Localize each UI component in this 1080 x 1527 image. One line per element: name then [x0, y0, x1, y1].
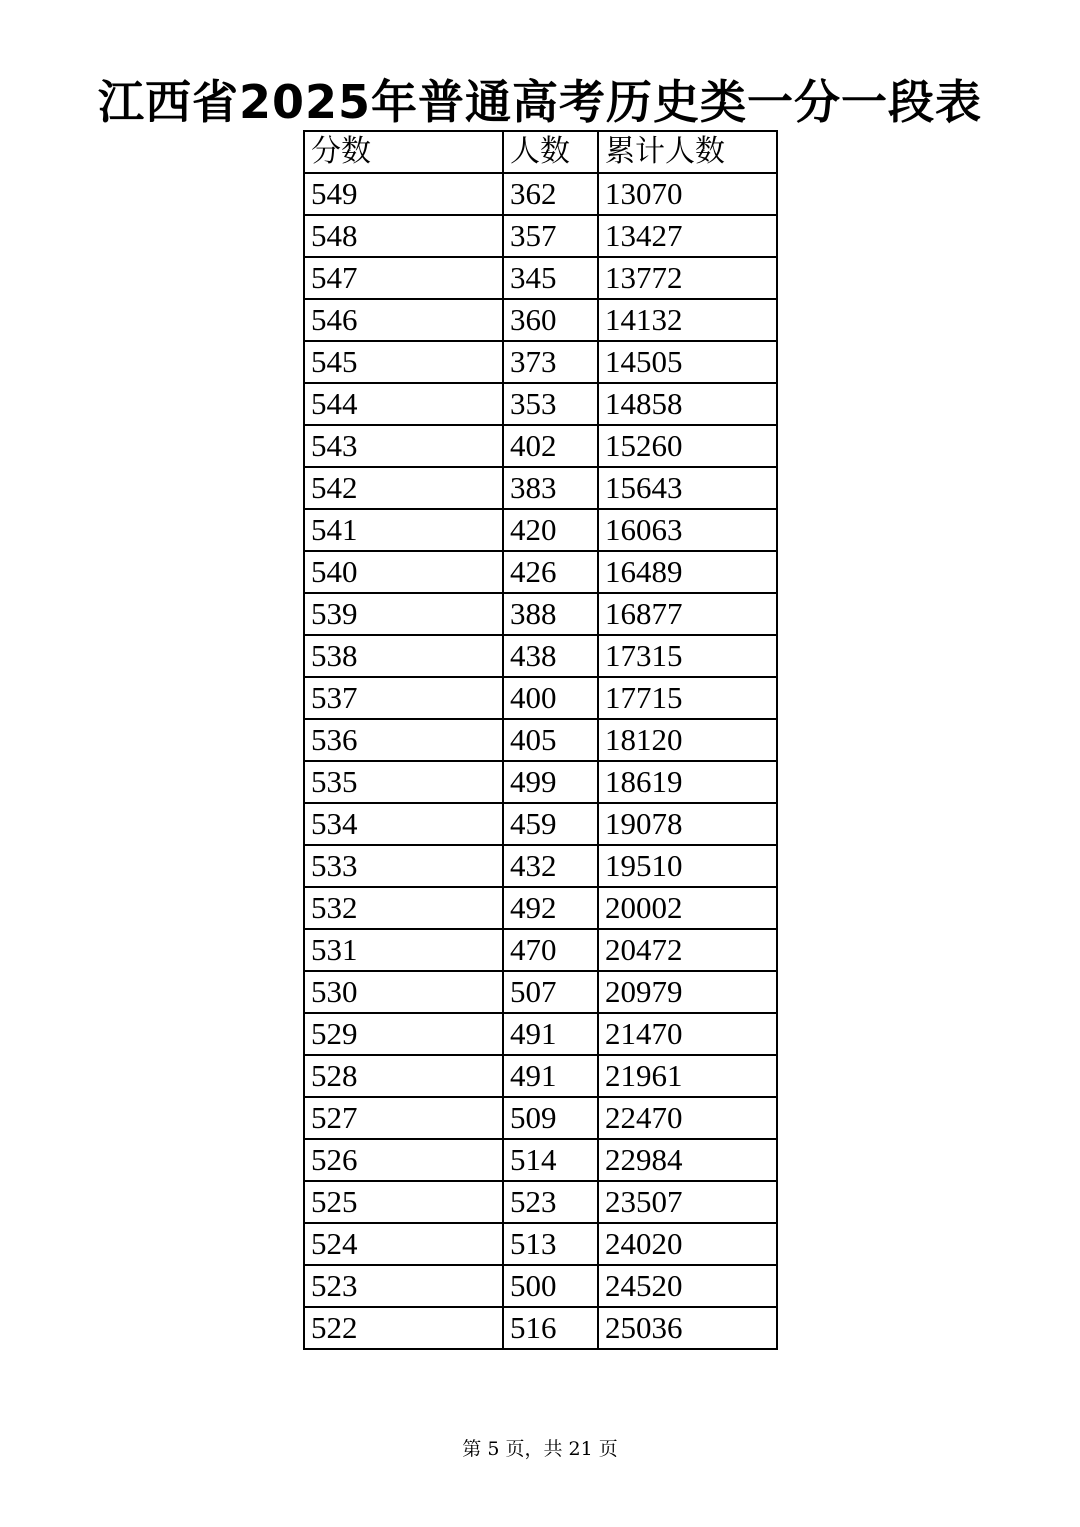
- cell-cumulative: 15260: [598, 425, 777, 467]
- cell-count: 362: [503, 173, 598, 215]
- table-row: [304, 425, 777, 467]
- table-body: [304, 173, 777, 1349]
- cell-count: 432: [503, 845, 598, 887]
- cell-score: 536: [304, 719, 503, 761]
- table-row: [304, 887, 777, 929]
- table-row: [304, 1097, 777, 1139]
- cell-count: 405: [503, 719, 598, 761]
- cell-count: 388: [503, 593, 598, 635]
- table-row: [304, 257, 777, 299]
- table-row: [304, 1223, 777, 1265]
- table-row: [304, 1139, 777, 1181]
- cell-count: 353: [503, 383, 598, 425]
- cell-score: 538: [304, 635, 503, 677]
- cell-cumulative: 16063: [598, 509, 777, 551]
- cell-score: 530: [304, 971, 503, 1013]
- cell-score: 542: [304, 467, 503, 509]
- cell-score: 533: [304, 845, 503, 887]
- table-row: [304, 341, 777, 383]
- table-row: [304, 971, 777, 1013]
- cell-cumulative: 13427: [598, 215, 777, 257]
- cell-count: 438: [503, 635, 598, 677]
- cell-cumulative: 13070: [598, 173, 777, 215]
- cell-cumulative: 18120: [598, 719, 777, 761]
- table-row: [304, 761, 777, 803]
- cell-count: 459: [503, 803, 598, 845]
- cell-count: 523: [503, 1181, 598, 1223]
- cell-cumulative: 16489: [598, 551, 777, 593]
- score-distribution-table: [303, 130, 778, 1350]
- cell-count: 400: [503, 677, 598, 719]
- cell-score: 522: [304, 1307, 503, 1349]
- cell-count: 491: [503, 1055, 598, 1097]
- table-row: [304, 1055, 777, 1097]
- cell-cumulative: 18619: [598, 761, 777, 803]
- cell-cumulative: 23507: [598, 1181, 777, 1223]
- cell-score: 535: [304, 761, 503, 803]
- table-row: [304, 1181, 777, 1223]
- cell-count: 491: [503, 1013, 598, 1055]
- table-row: [304, 215, 777, 257]
- cell-count: 360: [503, 299, 598, 341]
- cell-cumulative: 20002: [598, 887, 777, 929]
- column-header-cumulative: 累计人数: [598, 131, 777, 173]
- cell-cumulative: 13772: [598, 257, 777, 299]
- cell-cumulative: 21961: [598, 1055, 777, 1097]
- table-row: [304, 509, 777, 551]
- cell-count: 513: [503, 1223, 598, 1265]
- cell-score: 540: [304, 551, 503, 593]
- cell-count: 373: [503, 341, 598, 383]
- cell-cumulative: 21470: [598, 1013, 777, 1055]
- table-row: [304, 719, 777, 761]
- table-row: [304, 299, 777, 341]
- column-header-count: 人数: [503, 131, 598, 173]
- cell-cumulative: 17715: [598, 677, 777, 719]
- cell-score: 526: [304, 1139, 503, 1181]
- cell-score: 529: [304, 1013, 503, 1055]
- cell-score: 524: [304, 1223, 503, 1265]
- cell-score: 541: [304, 509, 503, 551]
- cell-count: 514: [503, 1139, 598, 1181]
- cell-cumulative: 15643: [598, 467, 777, 509]
- table-header-row: [304, 131, 777, 173]
- cell-count: 509: [503, 1097, 598, 1139]
- cell-cumulative: 20472: [598, 929, 777, 971]
- table-row: [304, 1013, 777, 1055]
- cell-score: 548: [304, 215, 503, 257]
- cell-score: 531: [304, 929, 503, 971]
- cell-score: 537: [304, 677, 503, 719]
- table-row: [304, 635, 777, 677]
- cell-score: 549: [304, 173, 503, 215]
- cell-score: 523: [304, 1265, 503, 1307]
- cell-score: 525: [304, 1181, 503, 1223]
- table-row: [304, 593, 777, 635]
- table-row: [304, 677, 777, 719]
- page-title: 江西省2025年普通高考历史类一分一段表: [97, 75, 983, 129]
- cell-cumulative: 14505: [598, 341, 777, 383]
- cell-count: 499: [503, 761, 598, 803]
- table-row: [304, 551, 777, 593]
- cell-score: 546: [304, 299, 503, 341]
- cell-count: 402: [503, 425, 598, 467]
- table-row: [304, 1307, 777, 1349]
- cell-count: 357: [503, 215, 598, 257]
- cell-count: 492: [503, 887, 598, 929]
- cell-count: 470: [503, 929, 598, 971]
- cell-count: 345: [503, 257, 598, 299]
- cell-cumulative: 24520: [598, 1265, 777, 1307]
- table-row: [304, 383, 777, 425]
- cell-cumulative: 22984: [598, 1139, 777, 1181]
- cell-cumulative: 20979: [598, 971, 777, 1013]
- cell-count: 420: [503, 509, 598, 551]
- table-row: [304, 1265, 777, 1307]
- cell-cumulative: 24020: [598, 1223, 777, 1265]
- cell-score: 543: [304, 425, 503, 467]
- cell-cumulative: 17315: [598, 635, 777, 677]
- cell-score: 539: [304, 593, 503, 635]
- cell-score: 544: [304, 383, 503, 425]
- cell-score: 528: [304, 1055, 503, 1097]
- cell-cumulative: 25036: [598, 1307, 777, 1349]
- cell-count: 516: [503, 1307, 598, 1349]
- table-row: [304, 467, 777, 509]
- page-footer: 第 5 页，共 21 页: [462, 1438, 618, 1460]
- cell-score: 545: [304, 341, 503, 383]
- cell-count: 426: [503, 551, 598, 593]
- cell-cumulative: 14132: [598, 299, 777, 341]
- cell-cumulative: 22470: [598, 1097, 777, 1139]
- cell-count: 383: [503, 467, 598, 509]
- table-row: [304, 173, 777, 215]
- cell-cumulative: 19078: [598, 803, 777, 845]
- table-row: [304, 929, 777, 971]
- cell-cumulative: 14858: [598, 383, 777, 425]
- cell-cumulative: 19510: [598, 845, 777, 887]
- table-row: [304, 803, 777, 845]
- cell-count: 500: [503, 1265, 598, 1307]
- column-header-score: 分数: [304, 131, 503, 173]
- table-row: [304, 845, 777, 887]
- cell-score: 527: [304, 1097, 503, 1139]
- cell-cumulative: 16877: [598, 593, 777, 635]
- cell-score: 534: [304, 803, 503, 845]
- cell-score: 547: [304, 257, 503, 299]
- cell-score: 532: [304, 887, 503, 929]
- cell-count: 507: [503, 971, 598, 1013]
